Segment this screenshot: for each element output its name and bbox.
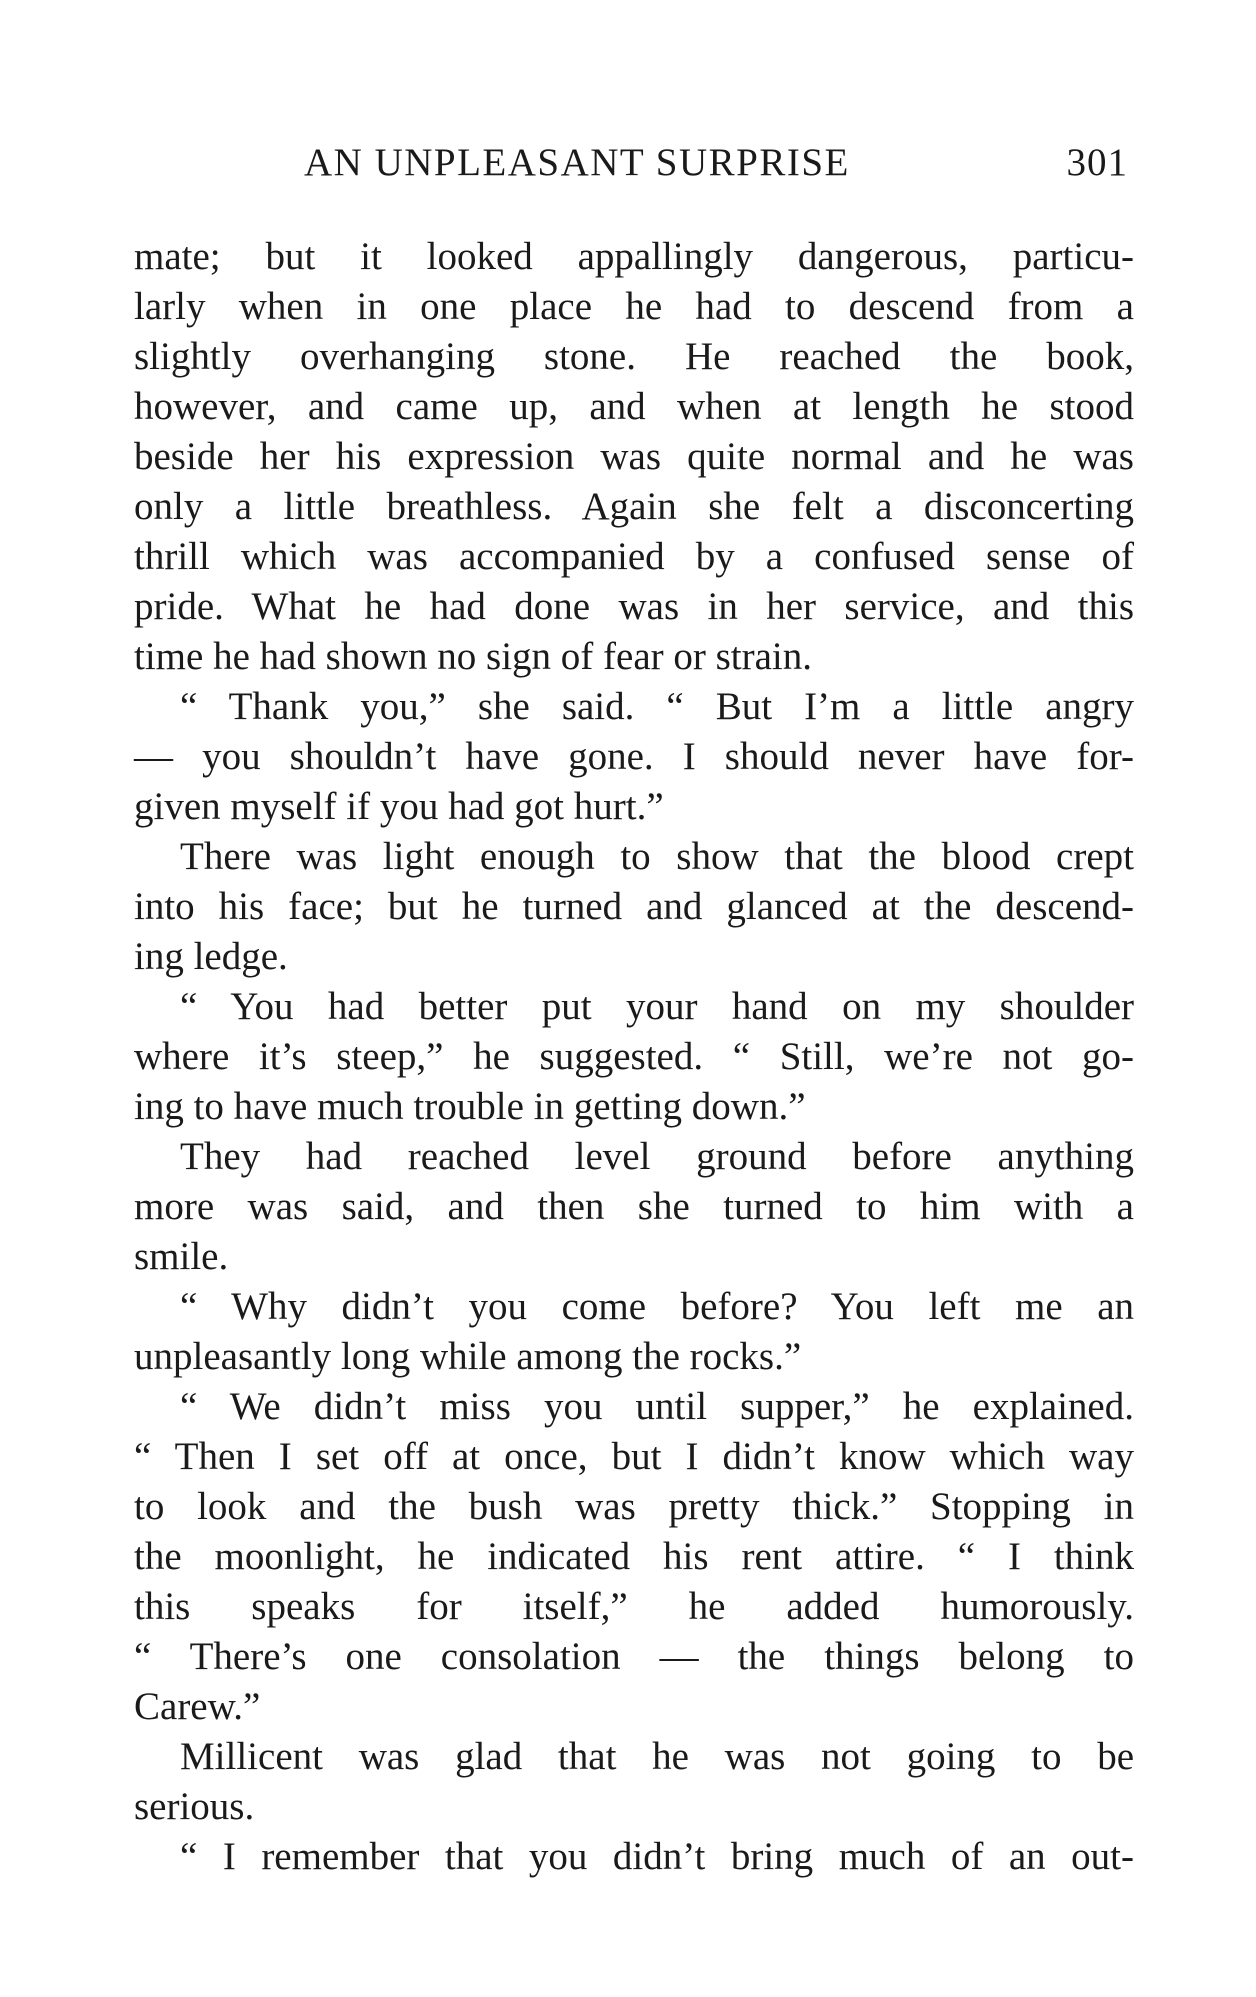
text-line: “ Why didn’t you come before? You left me an — [180, 1285, 1134, 1328]
text-line: time he had shown no sign of fear or strain. — [134, 635, 813, 678]
text-line: to look and the bush was pretty thick.” Stopping in — [134, 1485, 1134, 1528]
text-line: “ Then I set off at once, but I didn’t know which way — [134, 1435, 1134, 1478]
text-line: into his face; but he turned and glanced at the descend- — [134, 885, 1134, 928]
text-line: There was light enough to show that the blood crept — [180, 835, 1134, 878]
text-line: ing ledge. — [134, 935, 288, 978]
page-number: 301 — [1066, 141, 1128, 184]
text-line: larly when in one place he had to descend from a — [134, 285, 1134, 328]
text-line: however, and came up, and when at length he stood — [134, 385, 1134, 428]
text-line: “ There’s one consolation — the things belong to — [134, 1635, 1134, 1678]
text-line: — you shouldn’t have gone. I should never have for- — [134, 735, 1134, 778]
text-line: where it’s steep,” he suggested. “ Still, we’re not go- — [134, 1035, 1134, 1078]
text-line: this speaks for itself,” he added humorously. — [134, 1585, 1134, 1628]
text-line: “ We didn’t miss you until supper,” he explained. — [180, 1385, 1134, 1428]
text-line: unpleasantly long while among the rocks.” — [134, 1335, 802, 1378]
text-line: ing to have much trouble in getting down.” — [134, 1085, 806, 1128]
text-line: “ Thank you,” she said. “ But I’m a little angry — [180, 685, 1134, 728]
text-line: They had reached level ground before anything — [180, 1135, 1134, 1178]
text-line: only a little breathless. Again she felt a disconcerting — [134, 485, 1134, 528]
running-header — [134, 140, 1134, 200]
chapter-title: AN UNPLEASANT SURPRISE — [304, 141, 850, 184]
text-line: beside her his expression was quite normal and he was — [134, 435, 1134, 478]
text-line: thrill which was accompanied by a confused sense of — [134, 535, 1134, 578]
text-line: serious. — [134, 1785, 255, 1828]
text-line: mate; but it looked appallingly dangerous, particu- — [134, 235, 1134, 278]
text-line: more was said, and then she turned to him with a — [134, 1185, 1134, 1228]
text-line: “ You had better put your hand on my shoulder — [180, 985, 1134, 1028]
text-line: pride. What he had done was in her service, and this — [134, 585, 1134, 628]
text-line: “ I remember that you didn’t bring much of an out- — [180, 1835, 1134, 1878]
text-line: smile. — [134, 1235, 229, 1278]
body-text — [134, 232, 1134, 1882]
text-line: Carew.” — [134, 1685, 261, 1728]
text-line: given myself if you had got hurt.” — [134, 785, 664, 828]
text-line: the moonlight, he indicated his rent attire. “ I think — [134, 1535, 1134, 1578]
text-line: slightly overhanging stone. He reached the book, — [134, 335, 1134, 378]
text-line: Millicent was glad that he was not going to be — [180, 1735, 1134, 1778]
